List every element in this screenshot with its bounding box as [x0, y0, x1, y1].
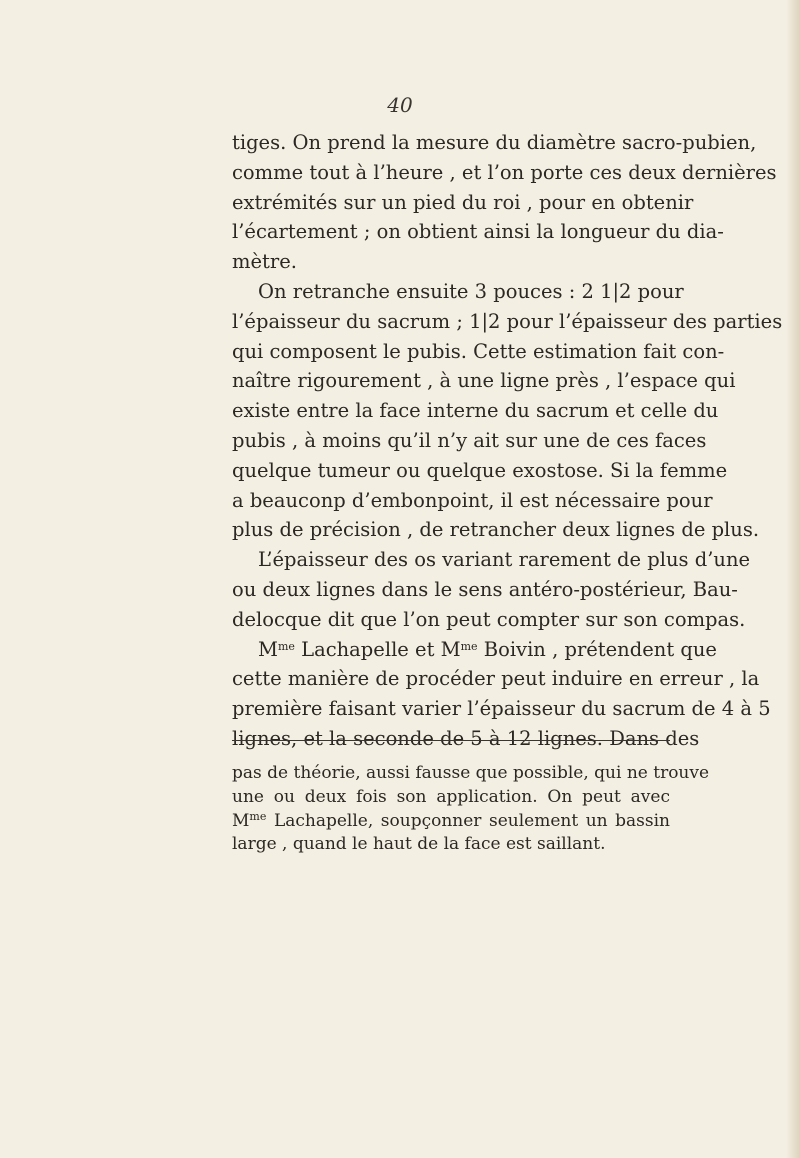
- text-fragment: Lachapelle et: [301, 637, 435, 661]
- text-line: a beauconp d’embonpoint, il est nécessaire pour: [232, 488, 713, 512]
- text-line: l’épaisseur du sacrum ; 1|2 pour l’épaisseur des parties: [232, 309, 783, 333]
- text-line: mètre.: [232, 250, 297, 274]
- abbrev-mme-sup: me: [249, 809, 267, 823]
- text-fragment: Boivin , prétendent que: [483, 637, 717, 661]
- text-line: cette manière de procéder peut induire en erreur , la: [232, 667, 760, 691]
- footnote-line: une ou deux fois son application. On peut avec: [232, 786, 670, 807]
- abbrev-mme: M: [440, 637, 461, 661]
- text-line: comme tout à l’heure , et l’on porte ces deux dernières: [232, 160, 777, 184]
- footnote-separator: [232, 740, 670, 741]
- body-text: [232, 128, 783, 754]
- abbrev-mme-sup: me: [277, 639, 295, 653]
- text-line: quelque tumeur ou quelque exostose. Si la femme: [232, 458, 728, 482]
- text-line: pubis , à moins qu’il n’y ait sur une de ces faces: [232, 428, 707, 452]
- text-line: L’épaisseur des os variant rarement de plus d’une: [258, 548, 751, 572]
- text-line: plus de précision , de retrancher deux lignes de plus.: [232, 518, 760, 542]
- footnote: [232, 762, 710, 857]
- text-line: existe entre la face interne du sacrum et celle du: [232, 399, 719, 423]
- page-edge-shadow: [786, 0, 800, 1158]
- abbrev-mme-sup: me: [460, 639, 478, 653]
- abbrev-mme: M: [258, 637, 278, 661]
- page-number: 40: [387, 93, 413, 117]
- text-line: On retranche ensuite 3 pouces : 2 1|2 pour: [258, 279, 684, 303]
- text-fragment: Lachapelle, soupçonner seulement un bassin: [273, 810, 671, 831]
- text-line: tiges. On prend la mesure du diamètre sacro-pubien,: [232, 131, 757, 154]
- text-line: qui composent le pubis. Cette estimation fait con-: [232, 339, 725, 363]
- text-line: lignes, et la seconde de 5 à 12 lignes. Dans des: [232, 726, 700, 750]
- text-line: l’écartement ; on obtient ainsi la longueur du dia-: [232, 220, 724, 244]
- text-line: première faisant varier l’épaisseur du sacrum de 4 à 5: [232, 697, 771, 721]
- footnote-line: [232, 810, 670, 834]
- text-line: naître rigourement , à une ligne près , l’espace qui: [232, 369, 736, 393]
- text-line: delocque dit que l’on peut compter sur son compas.: [232, 607, 746, 631]
- text-line: [232, 635, 717, 665]
- footnote-line: pas de théorie, aussi fausse que possible, qui ne trouve: [232, 763, 710, 783]
- text-line: extrémités sur un pied du roi , pour en obtenir: [232, 190, 694, 214]
- footnote-line: large , quand le haut de la face est saillant.: [232, 834, 606, 855]
- text-line: ou deux lignes dans le sens antéro-postérieur, Bau-: [232, 577, 738, 601]
- abbrev-mme: M: [232, 810, 250, 831]
